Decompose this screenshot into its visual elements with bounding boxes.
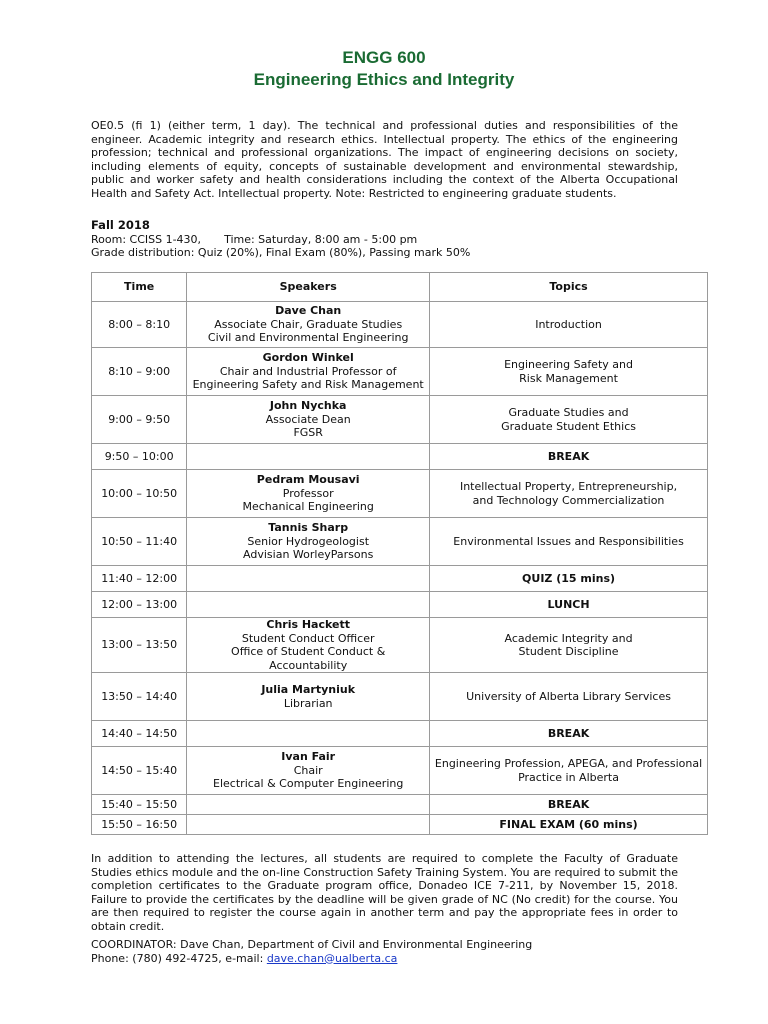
row-topic: [430, 348, 708, 396]
coordinator-block: [91, 938, 532, 965]
speaker-affiliation: Engineering Safety and Risk Management: [192, 378, 424, 392]
table-row: [92, 470, 708, 518]
speaker-name: John Nychka: [269, 399, 347, 413]
topic-text: Practice in Alberta: [518, 770, 619, 784]
speaker-role: Chair: [293, 763, 323, 777]
row-time: 15:50 – 16:50: [92, 815, 187, 835]
topic-text: Engineering Safety and: [504, 358, 633, 371]
speaker-affiliation: Mechanical Engineering: [242, 500, 374, 514]
row-time: 15:40 – 15:50: [92, 795, 187, 815]
course-code: ENGG 600: [342, 48, 426, 67]
speaker-affiliation: Office of Student Conduct & Accountability: [231, 645, 386, 672]
speaker-name: Chris Hackett: [266, 618, 350, 631]
speaker-name: Julia Martyniuk: [261, 683, 356, 696]
table-row: [92, 815, 708, 835]
row-topic: [430, 566, 708, 592]
topic-text: Academic Integrity and: [504, 631, 633, 645]
speaker-affiliation: Civil and Environmental Engineering: [207, 331, 409, 345]
table-row: [92, 747, 708, 795]
row-topic: [430, 444, 708, 470]
table-row: [92, 673, 708, 721]
row-time: 8:00 – 8:10: [92, 302, 187, 348]
row-speaker: [187, 618, 430, 673]
phone-line: Phone: (780) 492-4725, e-mail:: [91, 951, 267, 965]
row-topic: [430, 747, 708, 795]
table-row: [92, 795, 708, 815]
row-time: 14:50 – 15:40: [92, 747, 187, 795]
speaker-role: Professor: [282, 486, 334, 500]
table-row: [92, 618, 708, 673]
row-time: 10:50 – 11:40: [92, 518, 187, 566]
row-speaker: [187, 815, 430, 835]
row-speaker: [187, 795, 430, 815]
row-topic: [430, 518, 708, 566]
header-time: Time: [92, 273, 187, 302]
row-speaker: [187, 348, 430, 396]
speaker-role: Senior Hydrogeologist: [247, 534, 370, 548]
speaker-name: Dave Chan: [275, 304, 342, 318]
row-topic: [430, 815, 708, 835]
term-label: Fall 2018: [91, 218, 150, 232]
row-time: 13:00 – 13:50: [92, 618, 187, 673]
topic-text: Student Discipline: [518, 645, 619, 658]
row-speaker: [187, 444, 430, 470]
table-row: [92, 721, 708, 747]
email-link[interactable]: dave.chan@ualberta.ca: [266, 951, 398, 965]
table-row: [92, 348, 708, 396]
row-speaker: [187, 747, 430, 795]
row-time: 9:50 – 10:00: [92, 444, 187, 470]
room-text: Room: CCISS 1-430,: [91, 232, 202, 246]
speaker-role: Associate Dean: [265, 412, 351, 426]
row-speaker: [187, 721, 430, 747]
row-topic: [430, 592, 708, 618]
table-row: [92, 592, 708, 618]
course-title: Engineering Ethics and Integrity: [253, 70, 515, 89]
speaker-name: Pedram Mousavi: [256, 473, 360, 487]
row-time: 10:00 – 10:50: [92, 470, 187, 518]
row-speaker: [187, 396, 430, 444]
topic-text: and Technology Commercialization: [472, 493, 665, 507]
table-header-row: [92, 273, 708, 302]
topic-text: Graduate Studies and: [508, 406, 629, 419]
row-topic: [430, 721, 708, 747]
speaker-role: Student Conduct Officer: [241, 631, 375, 645]
table-row: [92, 302, 708, 348]
speaker-name: Tannis Sharp: [268, 521, 349, 535]
row-topic: [430, 302, 708, 348]
speaker-affiliation: FGSR: [293, 426, 323, 440]
row-speaker: [187, 302, 430, 348]
topic-text: Intellectual Property, Entrepreneurship,: [459, 480, 678, 493]
topic-text: University of Alberta Library Services: [466, 689, 671, 703]
topic-text: Graduate Student Ethics: [501, 419, 636, 433]
time-text: Time: Saturday, 8:00 am - 5:00 pm: [224, 232, 418, 246]
document-header: [0, 47, 768, 91]
header-topics: Topics: [430, 273, 708, 302]
speaker-role: Chair and Industrial Professor of: [219, 364, 397, 378]
topic-text: BREAK: [547, 726, 590, 740]
row-time: 8:10 – 9:00: [92, 348, 187, 396]
row-time: 14:40 – 14:50: [92, 721, 187, 747]
row-time: 13:50 – 14:40: [92, 673, 187, 721]
row-speaker: [187, 518, 430, 566]
row-time: 11:40 – 12:00: [92, 566, 187, 592]
table-row: [92, 566, 708, 592]
row-topic: [430, 618, 708, 673]
speaker-role: Librarian: [283, 696, 333, 710]
topic-text: Risk Management: [519, 371, 618, 385]
speaker-name: Gordon Winkel: [262, 351, 354, 365]
coordinator-line: COORDINATOR: Dave Chan, Department of Civil and Environmental Engineering: [91, 938, 533, 951]
topic-text: QUIZ (15 mins): [522, 571, 616, 585]
row-topic: [430, 795, 708, 815]
topic-text: BREAK: [547, 797, 590, 811]
row-speaker: [187, 592, 430, 618]
speaker-affiliation: Electrical & Computer Engineering: [213, 777, 404, 791]
header-speakers: Speakers: [187, 273, 430, 302]
speaker-affiliation: Advisian WorleyParsons: [243, 548, 374, 562]
topic-text: BREAK: [547, 449, 590, 463]
row-speaker: [187, 566, 430, 592]
row-topic: [430, 470, 708, 518]
row-speaker: [187, 673, 430, 721]
topic-text: LUNCH: [547, 597, 590, 611]
grading-text: Grade distribution: Quiz (20%), Final Exam (80%), Passing mark 50%: [91, 246, 471, 260]
topic-text: FINAL EXAM (60 mins): [499, 817, 638, 831]
course-description: OE0.5 (fi 1) (either term, 1 day). The technical and professional duties and responsibilities of the engineer. Academic integrity and research ethics. Intellectual property. The ethics of the engineering profession; technical and professional organizations. The impact of engineering decisions on society, including elements of equity, concepts of sustainable development and environmental stewardship, public and worker safety and health considerations including the context of the Alberta Occupational Health and Safety Act. Intellectual property. Note: Restricted to engineering graduate students.: [91, 119, 678, 200]
topic-text: Environmental Issues and Responsibilities: [453, 534, 684, 548]
speaker-name: Ivan Fair: [281, 750, 336, 764]
table-row: [92, 518, 708, 566]
row-speaker: [187, 470, 430, 518]
table-row: [92, 396, 708, 444]
table-row: [92, 444, 708, 470]
topic-text: Introduction: [535, 317, 602, 331]
row-time: 9:00 – 9:50: [92, 396, 187, 444]
speaker-role: Associate Chair, Graduate Studies: [214, 317, 403, 331]
closing-paragraph: In addition to attending the lectures, all students are required to complete the Faculty of Graduate Studies ethics module and the on-line Construction Safety Training System. You are required to submit the completion certificates to the Graduate program office, Donadeo ICE 7-211, by November 15, 2018. Failure to provide the certificates by the deadline will be given grade of NC (No credit) for the course. You are then required to register the course again in another term and pay the appropriate fees in order to obtain credit.: [91, 852, 678, 933]
row-topic: [430, 673, 708, 721]
schedule-table: [91, 272, 708, 835]
row-topic: [430, 396, 708, 444]
row-time: 12:00 – 13:00: [92, 592, 187, 618]
term-info: [91, 219, 470, 260]
topic-text: Engineering Profession, APEGA, and Professional: [434, 757, 703, 770]
